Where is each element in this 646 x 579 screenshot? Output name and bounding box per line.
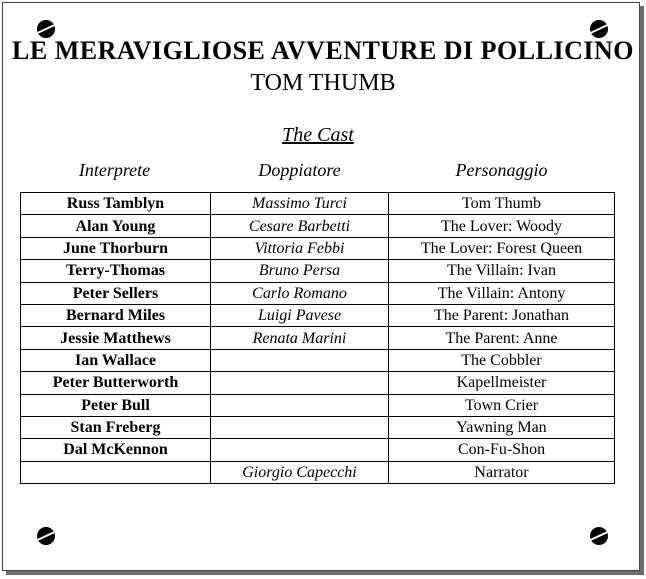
cast-table xyxy=(20,192,615,484)
cell-dubber: Renata Marini xyxy=(211,327,389,349)
cell-role: The Parent: Anne xyxy=(389,327,615,349)
cast-heading: The Cast xyxy=(282,124,354,146)
cell-actor: Dal McKennon xyxy=(21,439,211,461)
cast-table-body xyxy=(21,193,615,484)
cell-role: Kapellmeister xyxy=(389,372,615,394)
cell-actor: June Thorburn xyxy=(21,237,211,259)
cell-dubber xyxy=(211,439,389,461)
table-row xyxy=(21,237,615,259)
cell-role: The Villain: Antony xyxy=(389,282,615,304)
cell-role: The Parent: Jonathan xyxy=(389,304,615,326)
cell-actor: Russ Tamblyn xyxy=(21,193,211,215)
cell-dubber: Bruno Persa xyxy=(211,260,389,282)
table-row xyxy=(21,416,615,438)
cell-dubber: Giorgio Capecchi xyxy=(211,461,389,483)
cell-dubber: Cesare Barbetti xyxy=(211,215,389,237)
column-header-actor: Interprete xyxy=(78,160,151,180)
cell-actor xyxy=(21,461,211,483)
cell-dubber xyxy=(211,349,389,371)
cell-dubber: Carlo Romano xyxy=(211,282,389,304)
cell-role: Con-Fu-Shon xyxy=(389,439,615,461)
cell-actor: Peter Sellers xyxy=(21,282,211,304)
table-row xyxy=(21,394,615,416)
cell-actor: Terry-Thomas xyxy=(21,260,211,282)
cell-role: The Cobbler xyxy=(389,349,615,371)
cell-dubber: Massimo Turci xyxy=(211,193,389,215)
cell-actor: Jessie Matthews xyxy=(21,327,211,349)
table-row xyxy=(21,193,615,215)
cell-role: The Villain: Ivan xyxy=(389,260,615,282)
cell-dubber xyxy=(211,372,389,394)
page-title: LE MERAVIGLIOSE AVVENTURE DI POLLICINO xyxy=(12,36,634,65)
cell-actor: Peter Bull xyxy=(21,394,211,416)
cell-actor: Ian Wallace xyxy=(21,349,211,371)
cell-dubber xyxy=(211,394,389,416)
cell-role: Narrator xyxy=(389,461,615,483)
cell-role: The Lover: Woody xyxy=(389,215,615,237)
table-row xyxy=(21,282,615,304)
page-subtitle: TOM THUMB xyxy=(250,70,396,96)
cell-actor: Peter Butterworth xyxy=(21,372,211,394)
cell-dubber xyxy=(211,416,389,438)
cell-actor: Stan Freberg xyxy=(21,416,211,438)
table-row xyxy=(21,260,615,282)
table-row xyxy=(21,215,615,237)
screw-bottom-right-icon xyxy=(590,527,608,545)
cell-role: Tom Thumb xyxy=(389,193,615,215)
table-row xyxy=(21,327,615,349)
screw-bottom-left-icon xyxy=(37,527,55,545)
column-header-dubber: Doppiatore xyxy=(258,160,341,180)
table-row xyxy=(21,372,615,394)
cell-role: Yawning Man xyxy=(389,416,615,438)
cell-role: Town Crier xyxy=(389,394,615,416)
cell-role: The Lover: Forest Queen xyxy=(389,237,615,259)
table-row xyxy=(21,439,615,461)
cell-dubber: Luigi Pavese xyxy=(211,304,389,326)
table-row xyxy=(21,461,615,483)
cell-dubber: Vittoria Febbi xyxy=(211,237,389,259)
cell-actor: Bernard Miles xyxy=(21,304,211,326)
table-row xyxy=(21,349,615,371)
column-header-role: Personaggio xyxy=(455,160,548,180)
cell-actor: Alan Young xyxy=(21,215,211,237)
table-row xyxy=(21,304,615,326)
